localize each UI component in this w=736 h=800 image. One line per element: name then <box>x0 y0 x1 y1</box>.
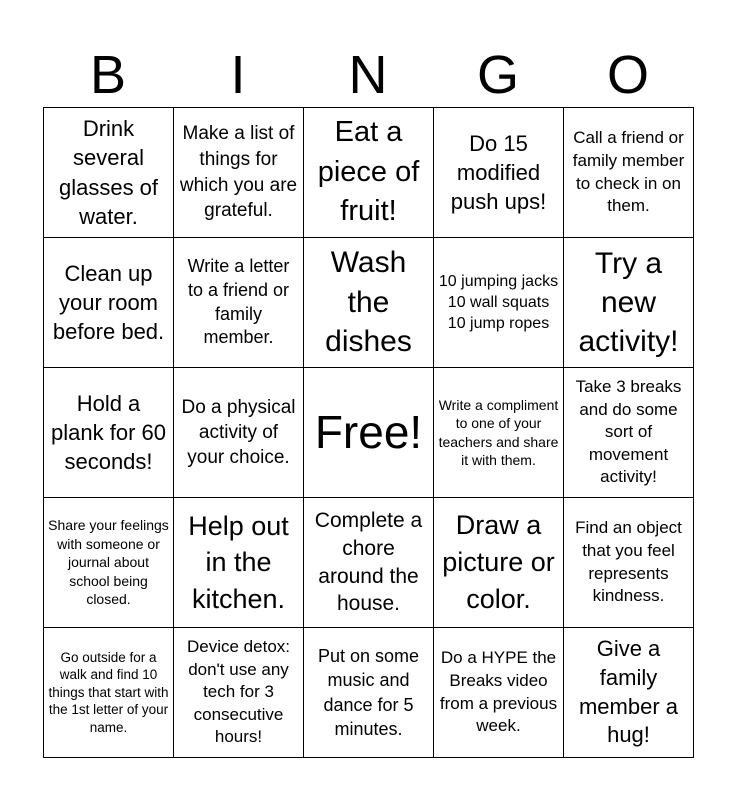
bingo-cell-r2-c4[interactable] <box>434 238 564 368</box>
bingo-cell-text: Call a friend or family member to check in on them. <box>572 128 685 216</box>
header-letter-b: B <box>89 45 127 105</box>
bingo-cell-r1-c1[interactable] <box>44 108 174 238</box>
bingo-cell-text: Do a HYPE the Breaks video from a previous week. <box>439 648 558 736</box>
header-letter-g: G <box>476 45 519 105</box>
bingo-cell-r1-c3[interactable] <box>304 108 434 238</box>
bingo-cell-r3-c5[interactable] <box>564 368 694 498</box>
bingo-cell-r4-c2[interactable] <box>174 498 304 628</box>
bingo-cell-text: Free! <box>314 405 423 458</box>
bingo-card-grid <box>43 107 694 758</box>
bingo-cell-r5-c2[interactable] <box>174 628 304 758</box>
bingo-header <box>43 44 693 106</box>
bingo-cell-r4-c3[interactable] <box>304 498 434 628</box>
bingo-cell-text: Take 3 breaks and do some sort of movement activity! <box>575 376 682 487</box>
bingo-cell-text: Write a compliment to one of your teachers and share it with them. <box>438 397 559 468</box>
bingo-cell-r4-c4[interactable] <box>434 498 564 628</box>
bingo-cell-text: Go outside for a walk and find 10 things that start with the 1st letter of your name. <box>48 649 169 735</box>
bingo-cell-r3-c2[interactable] <box>174 368 304 498</box>
header-letter-o: O <box>606 45 649 105</box>
bingo-cell-r4-c5[interactable] <box>564 498 694 628</box>
bingo-cell-r5-c3[interactable] <box>304 628 434 758</box>
bingo-cell-text: 10 jumping jacks 10 wall squats 10 jump ropes <box>438 272 559 333</box>
bingo-cell-r3-c3[interactable] <box>304 368 434 498</box>
bingo-cell-text: Complete a chore around the house. <box>314 509 423 616</box>
bingo-cell-text: Do a physical activity of your choice. <box>181 396 296 469</box>
bingo-cell-r2-c1[interactable] <box>44 238 174 368</box>
bingo-cell-text: Try a new activity! <box>578 247 679 358</box>
bingo-cell-text: Put on some music and dance for 5 minutes. <box>317 645 420 739</box>
bingo-cell-text: Share your feelings with someone or journal about school being closed. <box>48 516 169 608</box>
bingo-cell-text: Do 15 modified push ups! <box>450 130 547 215</box>
bingo-cell-text: Help out in the kitchen. <box>188 511 289 614</box>
bingo-cell-r1-c5[interactable] <box>564 108 694 238</box>
bingo-cell-r3-c1[interactable] <box>44 368 174 498</box>
bingo-cell-r5-c1[interactable] <box>44 628 174 758</box>
bingo-cell-text: Drink several glasses of water. <box>58 116 159 229</box>
bingo-cell-r2-c5[interactable] <box>564 238 694 368</box>
header-letter-n: N <box>348 45 388 105</box>
bingo-cell-text: Give a family member a hug! <box>578 636 679 748</box>
bingo-cell-r5-c4[interactable] <box>434 628 564 758</box>
bingo-cell-r2-c3[interactable] <box>304 238 434 368</box>
bingo-cell-r1-c2[interactable] <box>174 108 304 238</box>
bingo-cell-text: Device detox: don't use any tech for 3 consecutive hours! <box>187 636 290 747</box>
bingo-cell-r5-c5[interactable] <box>564 628 694 758</box>
header-letter-i: I <box>230 45 246 105</box>
bingo-cell-text: Find an object that you feel represents kindness. <box>575 518 682 606</box>
bingo-cell-text: Hold a plank for 60 seconds! <box>51 390 166 475</box>
bingo-cell-r2-c2[interactable] <box>174 238 304 368</box>
bingo-cell-text: Draw a picture or color. <box>442 510 555 614</box>
bingo-cell-r1-c4[interactable] <box>434 108 564 238</box>
bingo-cell-text: Wash the dishes <box>325 245 412 359</box>
bingo-cell-text: Eat a piece of fruit! <box>317 116 420 228</box>
bingo-cell-text: Clean up your room before bed. <box>52 260 165 345</box>
bingo-cell-text: Write a letter to a friend or family member. <box>187 255 290 348</box>
bingo-cell-r3-c4[interactable] <box>434 368 564 498</box>
bingo-cell-text: Make a list of things for which you are grateful. <box>179 123 298 222</box>
bingo-cell-r4-c1[interactable] <box>44 498 174 628</box>
